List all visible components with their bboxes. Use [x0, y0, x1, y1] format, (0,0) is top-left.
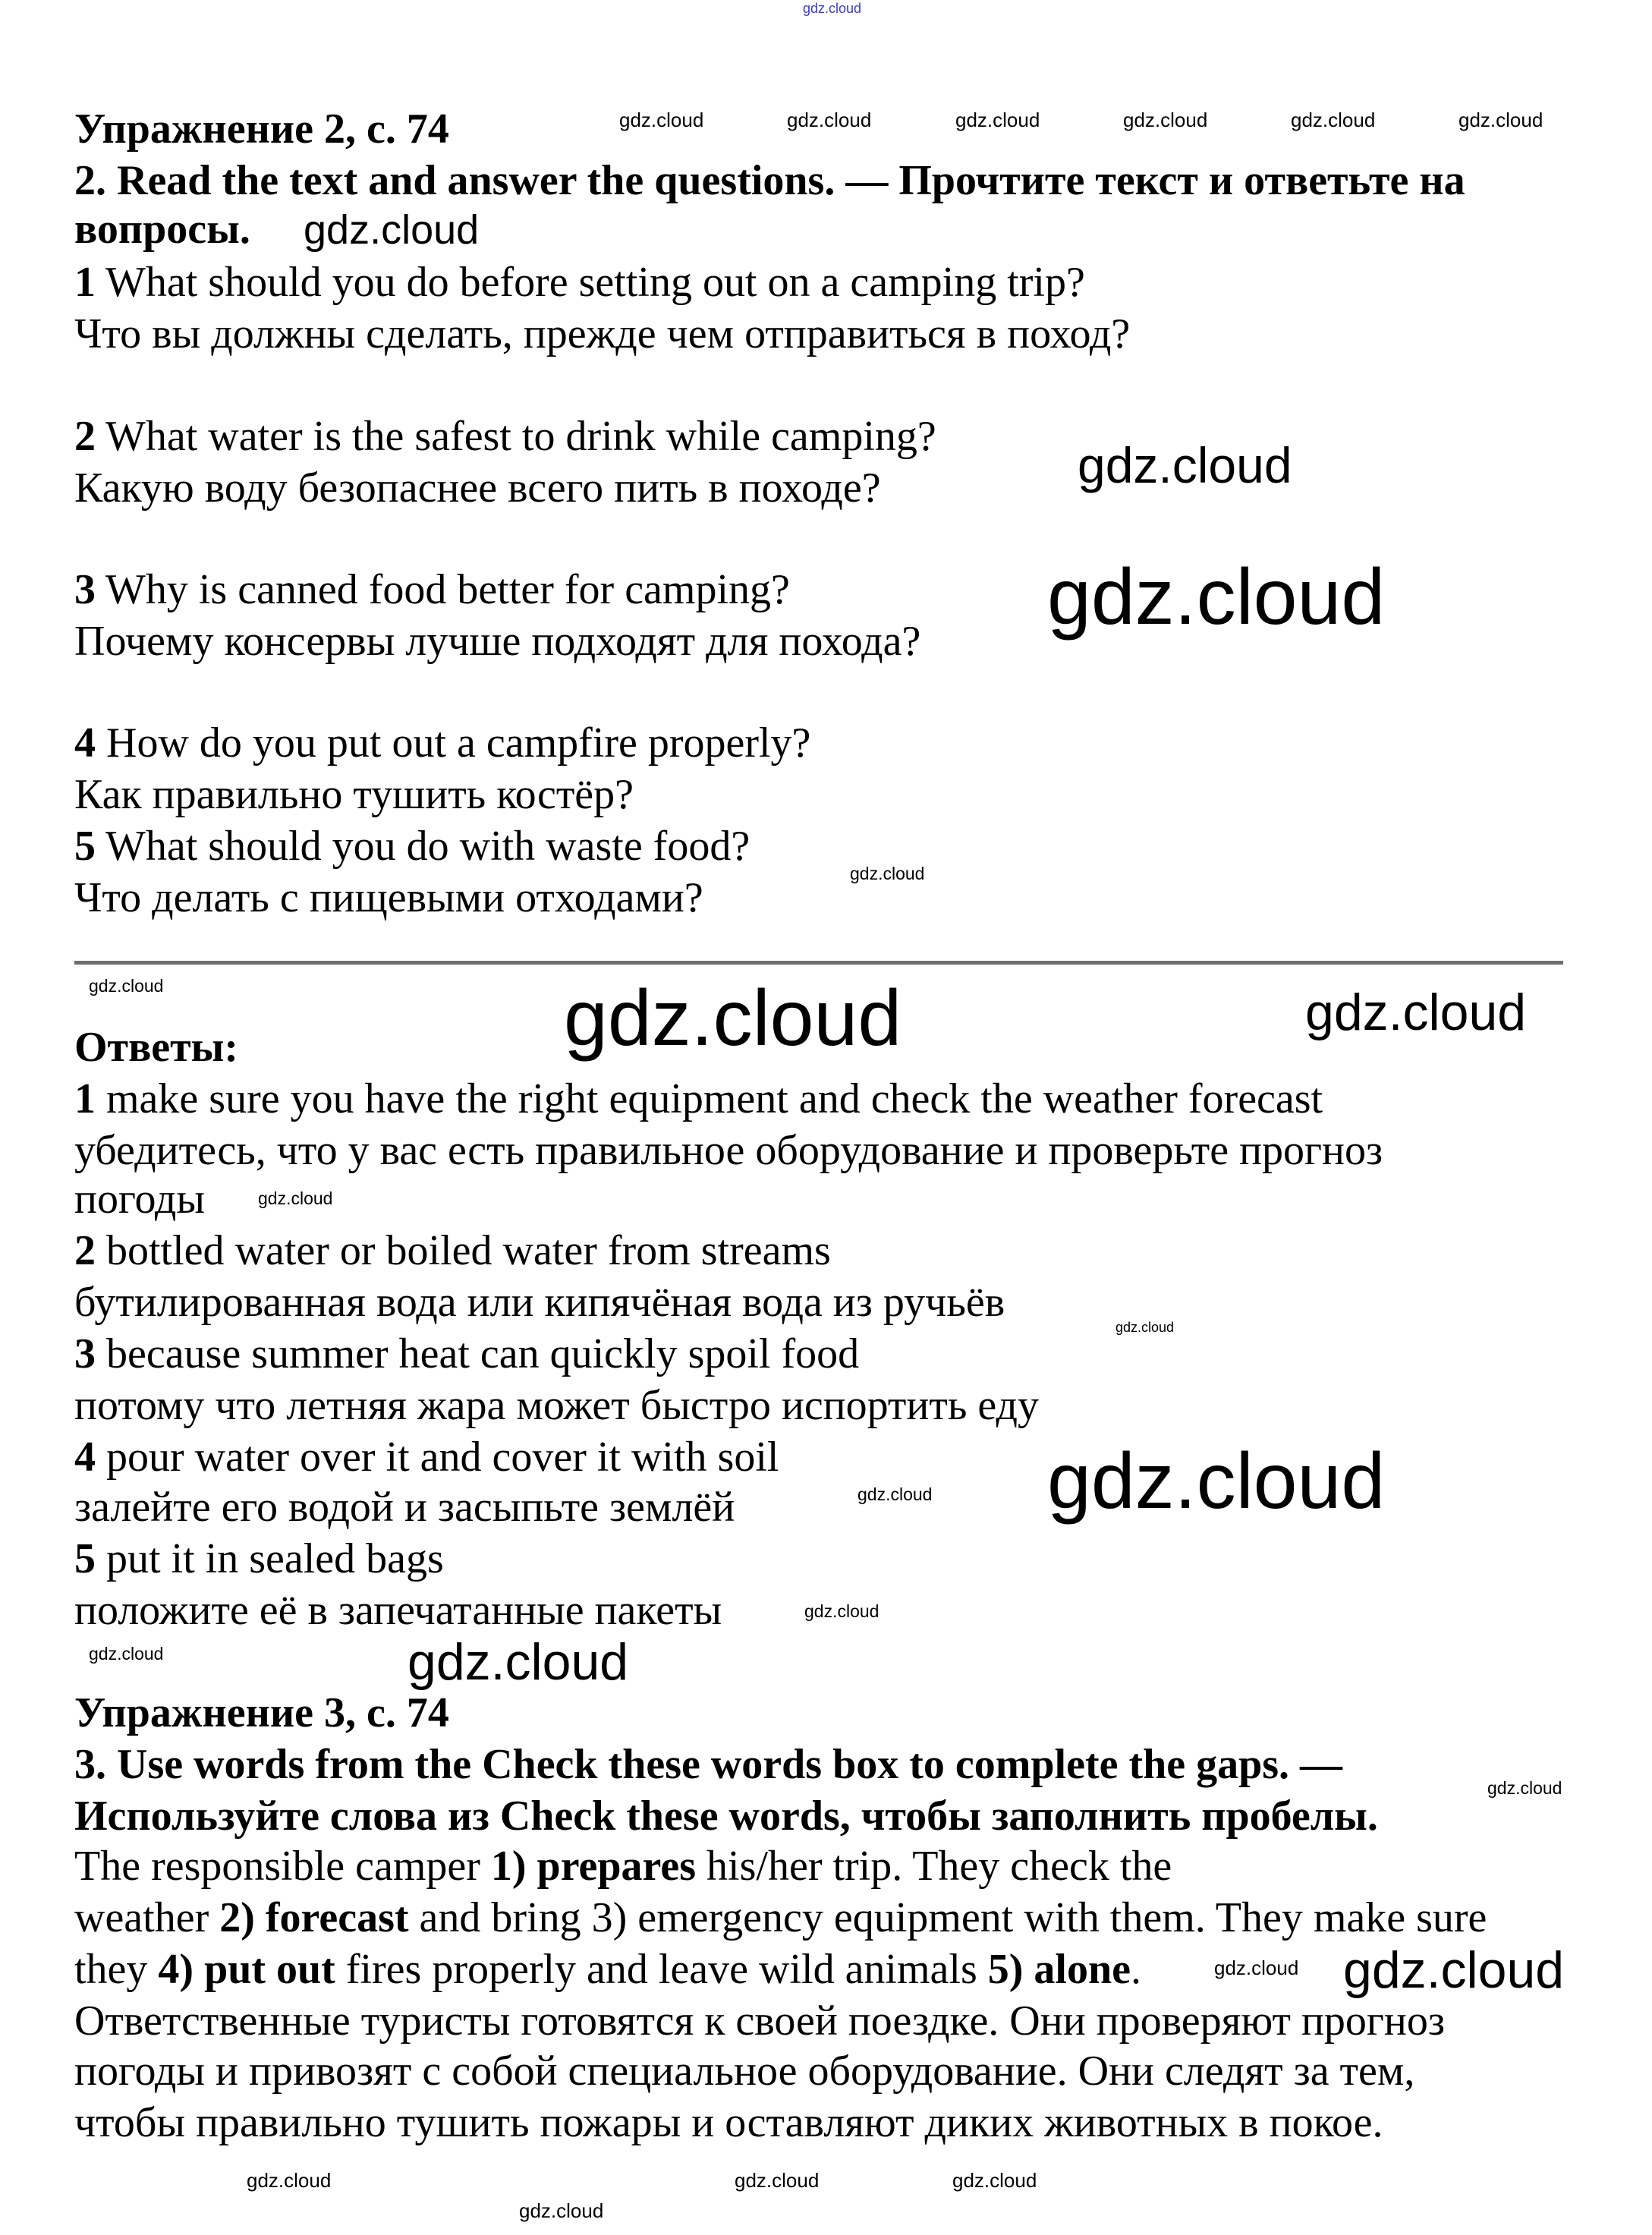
question-text: How do you put out a campfire properly? [106, 719, 811, 767]
question-1 [74, 258, 1085, 307]
exercise-3-task: 3. Use words from the Check these words box to complete the gaps. — [74, 1741, 1343, 1788]
answer-text: bottled water or boiled water from streams [106, 1227, 831, 1274]
question-4-ru: Как правильно тушить костёр? [74, 771, 634, 818]
gap-text-line-1 [74, 1842, 1172, 1890]
question-4 [74, 719, 810, 767]
exercise-3-heading: Упражнение 3, с. 74 [74, 1689, 449, 1736]
watermark: gdz.cloud [955, 109, 1040, 131]
exercise-2-task-cont: вопросы. [74, 206, 250, 253]
question-3-ru: Почему консервы лучше подходят для похода? [74, 618, 921, 665]
gap-text-line-2 [74, 1893, 1487, 1942]
watermark: gdz.cloud [1305, 984, 1527, 1041]
question-text: What should you do with waste food? [105, 823, 750, 870]
watermark: gdz.cloud [1291, 109, 1376, 131]
gap-text-line-3 [74, 1945, 1141, 1994]
answers-title: Ответы: [74, 1024, 239, 1071]
answer-number: 1 [74, 1075, 96, 1122]
watermark: gdz.cloud [89, 976, 164, 996]
watermark: gdz.cloud [803, 1, 862, 16]
watermark: gdz.cloud [247, 2169, 332, 2192]
watermark: gdz.cloud [519, 2199, 604, 2222]
question-text: What should you do before setting out on a camping trip? [105, 259, 1085, 306]
answer-number: 3 [74, 1330, 96, 1377]
watermark: gdz.cloud [1047, 1437, 1386, 1525]
answer-2-ru: бутилированная вода или кипячёная вода из ручьёв [74, 1279, 1005, 1326]
answer-number: 4 [74, 1434, 96, 1481]
answer-text: make sure you have the right equipment and check the weather forecast [106, 1075, 1323, 1122]
watermark: gdz.cloud [619, 109, 704, 131]
translation-line-2: погоды и привозят с собой специальное оборудование. Они следят за тем, [74, 2048, 1415, 2095]
text: weather [74, 1894, 220, 1941]
watermark: gdz.cloud [1487, 1778, 1562, 1798]
question-text: Why is canned food better for camping? [105, 566, 790, 613]
question-1-ru: Что вы должны сделать, прежде чем отправиться в поход? [74, 310, 1131, 357]
watermark: gdz.cloud [407, 1633, 629, 1691]
text: and bring 3) emergency equipment with them. They make sure [408, 1894, 1487, 1941]
question-5-ru: Что делать с пищевыми отходами? [74, 874, 703, 921]
question-3 [74, 565, 790, 614]
answer-number: 5 [74, 1535, 96, 1582]
watermark: gdz.cloud [258, 1188, 333, 1208]
watermark: gdz.cloud [304, 207, 480, 253]
watermark: gdz.cloud [952, 2169, 1037, 2192]
question-2 [74, 412, 936, 461]
answer-5-ru: положите её в запечатанные пакеты [74, 1587, 722, 1634]
watermark: gdz.cloud [89, 1644, 164, 1664]
question-number: 1 [74, 259, 96, 306]
watermark: gdz.cloud [787, 109, 872, 131]
gap-answer-5: 5) alone [987, 1946, 1131, 1993]
answer-text: pour water over it and cover it with soil [106, 1434, 779, 1481]
watermark: gdz.cloud [1047, 553, 1386, 641]
answer-text: put it in sealed bags [106, 1535, 444, 1582]
answer-1-ru: убедитесь, что у вас есть правильное оборудование и проверьте прогноз [74, 1127, 1383, 1174]
watermark: gdz.cloud [1214, 1956, 1299, 1979]
answer-4-ru: залейте его водой и засыпьте землёй [74, 1484, 735, 1531]
question-2-ru: Какую воду безопаснее всего пить в походе? [74, 464, 881, 512]
watermark: gdz.cloud [1123, 109, 1208, 131]
answer-3-ru: потому что летняя жара может быстро испортить еду [74, 1382, 1039, 1429]
answer-2 [74, 1226, 831, 1275]
watermark: gdz.cloud [564, 974, 902, 1062]
watermark: gdz.cloud [1115, 1320, 1175, 1335]
text: fires properly and leave wild animals [335, 1946, 988, 1993]
watermark: gdz.cloud [1078, 437, 1292, 493]
translation-line-1: Ответственные туристы готовятся к своей поездке. Они проверяют прогноз [74, 1997, 1445, 2045]
answer-3 [74, 1330, 859, 1378]
question-number: 4 [74, 719, 96, 767]
text: . [1130, 1946, 1141, 1993]
text: they [74, 1946, 159, 1993]
text: The responsible camper [74, 1843, 491, 1890]
question-5 [74, 822, 750, 870]
watermark: gdz.cloud [804, 1601, 879, 1621]
translation-line-3: чтобы правильно тушить пожары и оставляют диких животных в покое. [74, 2099, 1383, 2146]
question-text: What water is the safest to drink while camping? [105, 413, 936, 460]
watermark: gdz.cloud [1343, 1941, 1565, 1999]
question-number: 3 [74, 566, 96, 613]
gap-answer-4: 4) put out [158, 1946, 335, 1993]
answer-4 [74, 1433, 779, 1481]
section-divider [74, 961, 1563, 965]
text: his/her trip. They check the [696, 1843, 1172, 1890]
answer-text: because summer heat can quickly spoil food [106, 1330, 860, 1377]
watermark: gdz.cloud [850, 864, 925, 883]
watermark: gdz.cloud [735, 2169, 820, 2192]
exercise-2-task: 2. Read the text and answer the questions. — Прочтите текст и ответьте на [74, 157, 1465, 204]
answer-1-ru-cont: погоды [74, 1176, 206, 1223]
question-number: 2 [74, 413, 96, 460]
question-number: 5 [74, 823, 96, 870]
watermark: gdz.cloud [1458, 109, 1543, 131]
answer-1 [74, 1075, 1323, 1123]
exercise-2-heading: Упражнение 2, с. 74 [74, 105, 449, 153]
gap-answer-1: 1) prepares [490, 1843, 697, 1890]
gap-answer-2: 2) forecast [219, 1894, 409, 1941]
answer-number: 2 [74, 1227, 96, 1274]
answer-5 [74, 1535, 444, 1583]
exercise-3-task-ru: Используйте слова из Check these words, чтобы заполнить пробелы. [74, 1793, 1378, 1840]
watermark: gdz.cloud [857, 1484, 933, 1504]
